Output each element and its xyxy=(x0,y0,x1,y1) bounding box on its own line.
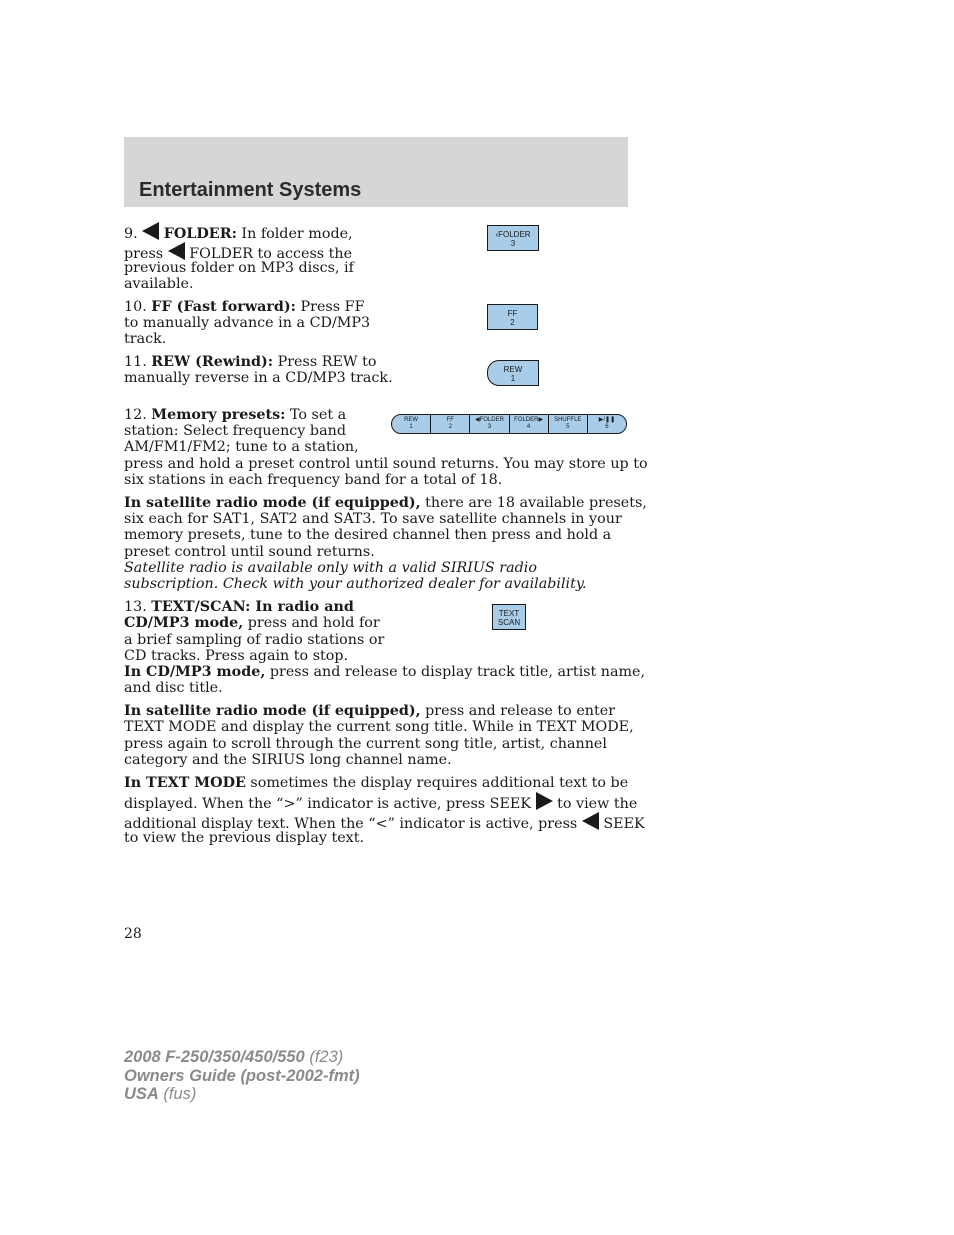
item-textscan-line1: 13. TEXT/SCAN: In radio and xyxy=(124,599,354,615)
item-folder-line4: available. xyxy=(124,276,194,292)
rew-button-illustration: REW 1 xyxy=(487,360,539,386)
preset-button-5: SHUFFLE 5 xyxy=(549,415,588,433)
item-folder-line3: previous folder on MP3 discs, if xyxy=(124,260,354,276)
item-rew-line2: manually reverse in a CD/MP3 track. xyxy=(124,370,393,386)
text-mode-line1: In TEXT MODE sometimes the display requires additional text to be xyxy=(124,775,629,791)
seek-left-icon xyxy=(168,242,185,260)
preset-buttons-illustration xyxy=(391,414,627,434)
item-folder-line2: press FOLDER to access the xyxy=(124,242,352,262)
item-presets-line1: 12. Memory presets: To set a xyxy=(124,407,347,423)
preset-button-3: ◀FOLDER 3 xyxy=(470,415,509,433)
page-number: 28 xyxy=(124,926,142,942)
footer-line3: USA (fus) xyxy=(124,1085,197,1103)
item-presets-line2: station: Select frequency band xyxy=(124,423,346,439)
satellite-line2: six each for SAT1, SAT2 and SAT3. To save satellite channels in your xyxy=(124,511,622,527)
item-presets-line5: six stations in each frequency band for a total of 18. xyxy=(124,472,503,488)
satellite-line4: preset control until sound returns. xyxy=(124,544,375,560)
item-textscan-line3: a brief sampling of radio stations or xyxy=(124,632,385,648)
seek-left-icon xyxy=(582,812,599,830)
seek-left-icon xyxy=(142,222,159,240)
satellite-note-line2: subscription. Check with your authorized dealer for availability. xyxy=(124,576,587,592)
seek-right-icon xyxy=(536,792,553,810)
item-ff-line3: track. xyxy=(124,331,167,347)
preset-button-2: FF 2 xyxy=(431,415,470,433)
document-footer xyxy=(124,1048,360,1104)
sat-text-line3: press again to scroll through the current song title, artist, channel xyxy=(124,736,607,752)
ff-button-illustration: FF 2 xyxy=(487,304,538,330)
cdmp3-line2: and disc title. xyxy=(124,680,223,696)
folder-button-illustration: ‹FOLDER 3 xyxy=(487,225,539,251)
footer-line1: 2008 F-250/350/450/550 (f23) xyxy=(124,1048,344,1066)
sat-text-line4: category and the SIRIUS long channel name. xyxy=(124,752,452,768)
text-scan-button-illustration: TEXT SCAN xyxy=(492,604,526,630)
section-header xyxy=(124,137,628,207)
satellite-line1: In satellite radio mode (if equipped), there are 18 available presets, xyxy=(124,495,647,511)
sat-text-line1: In satellite radio mode (if equipped), press and release to enter xyxy=(124,703,616,719)
preset-button-4: FOLDER▶ 4 xyxy=(510,415,549,433)
item-textscan-line4: CD tracks. Press again to stop. xyxy=(124,648,349,664)
item-presets-line3: AM/FM1/FM2; tune to a station, xyxy=(124,439,359,455)
item-textscan-line2: CD/MP3 mode, press and hold for xyxy=(124,615,380,631)
item-rew-line1: 11. REW (Rewind): Press REW to xyxy=(124,354,377,370)
item-presets-line4: press and hold a preset control until sound returns. You may store up to xyxy=(124,456,648,472)
satellite-line3: memory presets, tune to the desired channel then press and hold a xyxy=(124,527,612,543)
text-mode-line2: displayed. When the “>” indicator is active, press SEEK to view the xyxy=(124,792,637,812)
satellite-note-line1: Satellite radio is available only with a valid SIRIUS radio xyxy=(124,560,537,576)
sat-text-line2: TEXT MODE and display the current song title. While in TEXT MODE, xyxy=(124,719,634,735)
preset-button-6: ▶/❚❚ 6 xyxy=(598,417,616,430)
footer-line2: Owners Guide (post-2002-fmt) xyxy=(124,1066,360,1085)
section-title: Entertainment Systems xyxy=(139,179,362,201)
text-mode-line3: additional display text. When the “<” indicator is active, press SEEK xyxy=(124,812,645,832)
item-folder-line1: 9. FOLDER: In folder mode, xyxy=(124,222,353,242)
preset-button-1: REW 1 xyxy=(392,415,431,433)
item-ff-line2: to manually advance in a CD/MP3 xyxy=(124,315,371,331)
item-ff-line1: 10. FF (Fast forward): Press FF xyxy=(124,299,365,315)
text-mode-line4: to view the previous display text. xyxy=(124,830,365,846)
cdmp3-line1: In CD/MP3 mode, press and release to display track title, artist name, xyxy=(124,664,646,680)
